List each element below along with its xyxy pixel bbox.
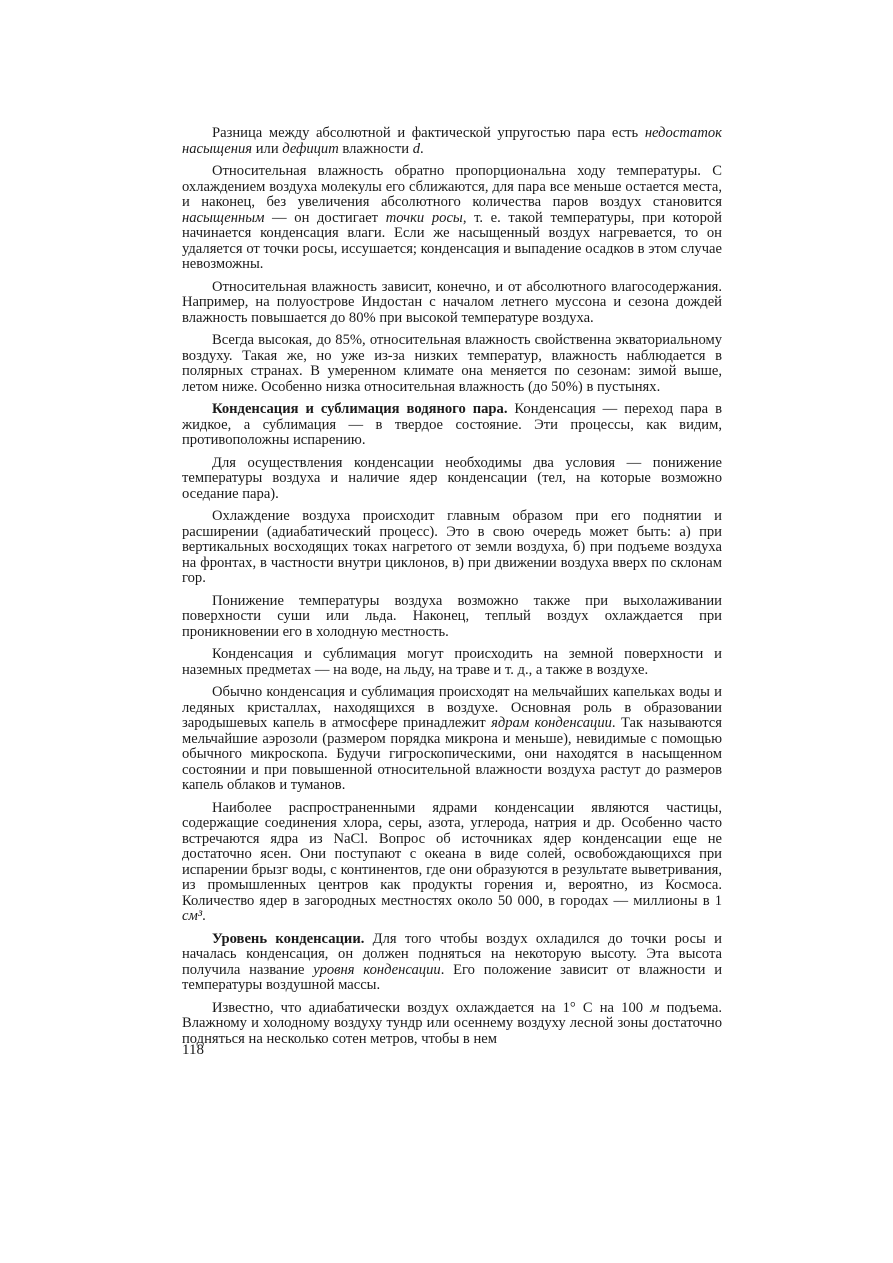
text-run: Известно, что адиабатически воздух охлаждается на 1° С на 100 bbox=[212, 999, 651, 1016]
text-run: влажности bbox=[338, 140, 413, 157]
paragraph bbox=[182, 280, 722, 327]
text-run: . Так называются мельчайшие аэрозоли (размером порядка микрона и меньше), невидимые с помощью обычного микроскопа. Будучи гигроскопическими, они находятся в насыщенном состоянии и при повышенной относительной влажности воздуха растут до размеров капель облаков и туманов. bbox=[182, 715, 722, 793]
text-run: . bbox=[202, 908, 206, 924]
text-run: Наиболее распространенными ядрами конденсации являются частицы, содержащие соединения хлора, серы, азота, углерода, натрия и др. Особенно часто встречаются ядра из NaCl. Вопрос об источниках ядер конденсации еще не достаточно ясен. Они поступают с океана в виде солей, освобождающихся при испарении брызг воды, с континентов, где они образуются в результате выветривания, из промышленных центров как продукты горения и, вероятно, из Космоса. Количество ядер в загородных местностях около 50 000, в городах — миллионы в 1 bbox=[182, 799, 722, 909]
paragraph bbox=[182, 509, 722, 587]
text-run: или bbox=[252, 140, 283, 157]
text-run: см³ bbox=[182, 908, 203, 924]
paragraph bbox=[182, 126, 722, 157]
text-run: Конденсация и сублимация могут происходить на земной поверхности и наземных предметах — на воде, на льду, на траве и т. д., а также в воздухе. bbox=[182, 646, 722, 678]
text-run: Конденсация и сублимация водяного пара. bbox=[212, 401, 508, 417]
text-run: Относительная влажность обратно пропорциональна ходу температуры. С охлаждением воздуха молекулы его сближаются, для пара все меньше остается места, и наконец, без увеличения абсолютного количества паров воздух становится bbox=[182, 163, 722, 210]
text-run: Обычно конденсация и сублимация происходят на мельчайших капельках воды и ледяных кристаллах, находящихся в воздухе. Основная роль в образовании зародышевых капель в атмосфере принадлежит bbox=[182, 684, 722, 731]
text-run: Всегда высокая, до 85%, относительная влажность свойственна экваториальному воздуху. Такая же, но уже из-за низких температур, влажность наблюдается в полярных странах. В умеренном климате она меняется по сезонам: зимой выше, летом ниже. Особенно низка относительная влажность (до 50%) в пустынях. bbox=[182, 332, 722, 395]
paragraph bbox=[182, 333, 722, 395]
text-run: — он достигает bbox=[264, 209, 386, 226]
text-run: d bbox=[412, 140, 421, 157]
text-run: Уровень конденсации. bbox=[212, 930, 365, 947]
paragraph bbox=[182, 932, 722, 994]
paragraph bbox=[182, 456, 722, 503]
text-run: , т. е. такой температуры, при которой начинается конденсация влаги. Если же насыщенный воздух нагревается, то он удаляется от точки росы, иссушается; конденсация и выпадение осадков в этом случае невозможны. bbox=[182, 209, 722, 272]
text-run: Охлаждение воздуха происходит главным образом при его поднятии и расширении (адиабатический процесс). Это в свою очередь может быть: а) при вертикальных восходящих токах нагретого от земли воздуха, б) при подъеме воздуха на фронтах, в частности внутри циклонов, в) при движении воздуха вверх по склонам гор. bbox=[182, 508, 722, 586]
text-run: . bbox=[420, 140, 424, 157]
text-run: дефицит bbox=[282, 140, 339, 157]
paragraph bbox=[182, 647, 722, 678]
text-run: уровня конденсации bbox=[313, 961, 441, 978]
text-run: Разница между абсолютной и фактической упругостью пара есть bbox=[212, 125, 645, 141]
page-number: 118 bbox=[182, 1042, 204, 1058]
paragraph bbox=[182, 685, 722, 794]
text-run: Для того чтобы воздух охладился до точки росы и началась конденсация, он должен подняться на некоторую высоту. Эта высота получила название bbox=[182, 930, 722, 978]
paragraph bbox=[182, 164, 722, 273]
page-text-block bbox=[182, 126, 722, 1054]
text-run: недостаток насыщения bbox=[182, 125, 722, 157]
paragraph bbox=[182, 402, 722, 449]
text-run: Для осуществления конденсации необходимы два условия — понижение температуры воздуха и наличие ядер конденсации (тел, на которые возможно оседание пара). bbox=[182, 454, 722, 502]
text-run: точки росы bbox=[385, 209, 463, 226]
text-run: Понижение температуры воздуха возможно также при выхолаживании поверхности суши или льда. Наконец, теплый воздух охлаждается при проникновении его в холодную местность. bbox=[182, 592, 722, 640]
paragraph bbox=[182, 1001, 722, 1048]
text-run: Конденсация — переход пара в жидкое, а сублимация — в твердое состояние. Эти процессы, как видим, противоположны испарению. bbox=[182, 401, 722, 448]
text-run: насыщенным bbox=[182, 209, 265, 226]
text-run: подъема. Влажному и холодному воздуху тундр или осеннему воздуху лесной зоны достаточно подняться на несколько сотен метров, чтобы в нем bbox=[182, 999, 722, 1047]
text-run: Относительная влажность зависит, конечно, и от абсолютного влагосодержания. Например, на полуострове Индостан с началом летнего муссона и сезона дождей влажность повышается до 80% при высокой температуре воздуха. bbox=[182, 278, 722, 326]
text-run: . Его положение зависит от влажности и температуры воздушной массы. bbox=[182, 961, 723, 993]
paragraph bbox=[182, 801, 722, 925]
paragraph bbox=[182, 594, 722, 641]
text-run: м bbox=[650, 999, 660, 1016]
text-run: ядрам конденсации bbox=[491, 715, 612, 731]
